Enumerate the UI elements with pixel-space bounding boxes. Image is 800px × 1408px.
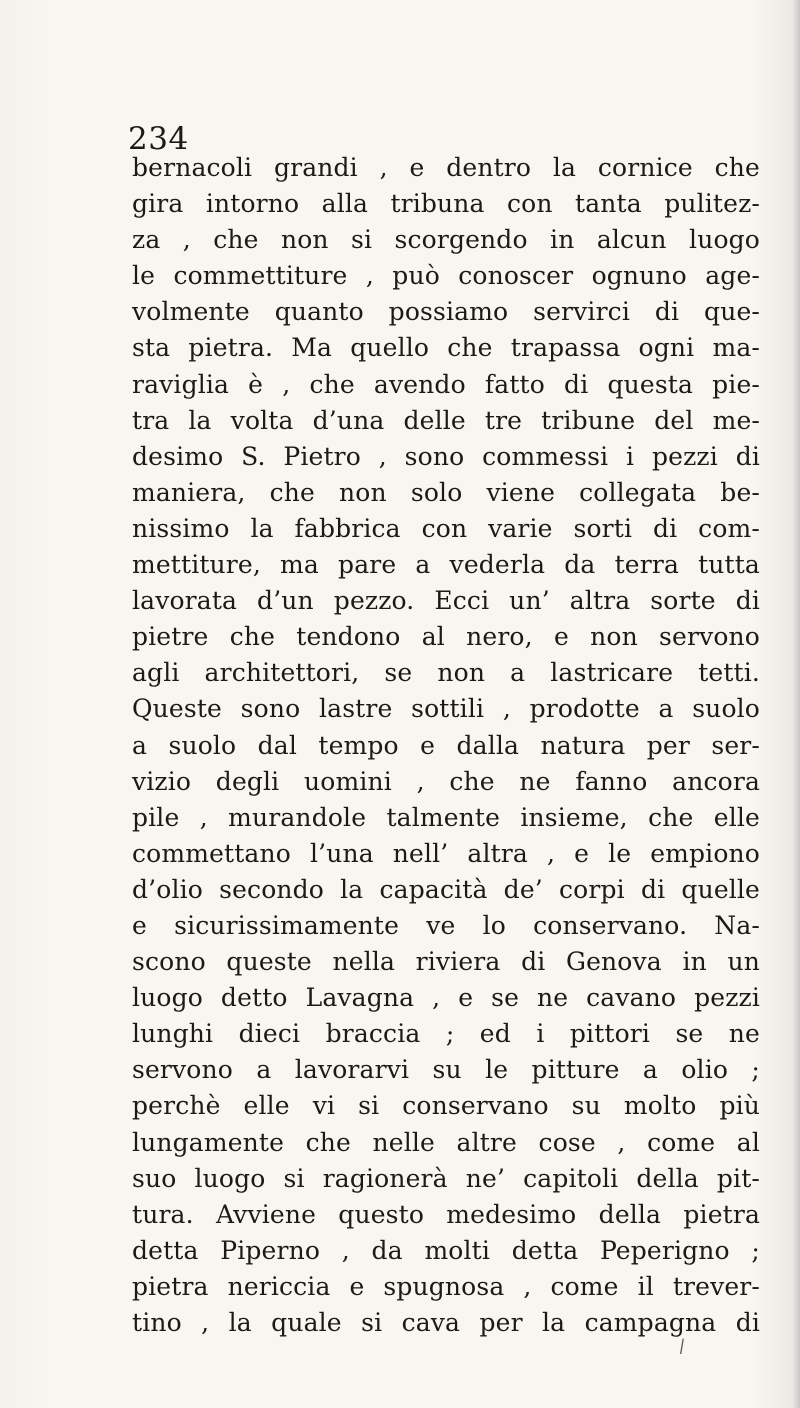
text-line: le commettiture , può conoscer ognuno age- [132, 261, 760, 291]
text-line: bernacoli grandi , e dentro la cornice che [132, 153, 760, 182]
text-line: volmente quanto possiamo servirci di que- [132, 297, 760, 327]
stray-mark: / [677, 1335, 687, 1358]
text-line: vizio degli uomini , che ne fanno ancora [132, 766, 760, 796]
text-line: tra la volta d’una delle tre tribune del me- [132, 405, 760, 435]
text-line: pietra nericcia e spugnosa , come il trever- [132, 1271, 760, 1301]
text-line: nissimo la fabbrica con varie sorti di com- [132, 513, 760, 543]
text-line: Queste sono lastre sottili , prodotte a suolo [132, 694, 760, 724]
text-line: desimo S. Pietro , sono commessi i pezzi di [132, 441, 760, 471]
page-number: 234 [128, 121, 189, 157]
text-line: perchè elle vi si conservano su molto più [132, 1091, 760, 1121]
text-line: mettiture, ma pare a vederla da terra tutta [132, 550, 760, 580]
text-line: commettano l’una nell’ altra , e le empiono [132, 838, 760, 868]
text-line: agli architettori, se non a lastricare tetti. [132, 658, 760, 688]
text-line: a suolo dal tempo e dalla natura per ser- [132, 730, 760, 760]
text-line: e sicurissimamente ve lo conservano. Na- [132, 910, 760, 940]
text-line: sta pietra. Ma quello che trapassa ogni ma- [132, 333, 760, 363]
text-line: lunghi dieci braccia ; ed i pittori se ne [132, 1019, 760, 1049]
text-line: suo luogo si ragionerà ne’ capitoli della pit- [132, 1163, 760, 1193]
page-edge-shadow [792, 0, 800, 1408]
text-line: d’olio secondo la capacità de’ corpi di quelle [132, 874, 760, 904]
body-text [132, 150, 760, 1341]
text-line: luogo detto Lavagna , e se ne cavano pezzi [132, 983, 760, 1013]
text-line: tura. Avviene questo medesimo della pietra [132, 1199, 760, 1229]
text-line: maniera, che non solo viene collegata be- [132, 477, 760, 507]
text-line: lungamente che nelle altre cose , come al [132, 1127, 760, 1157]
text-line: servono a lavorarvi su le pitture a olio ; [132, 1055, 760, 1085]
text-line: pile , murandole talmente insieme, che elle [132, 802, 760, 832]
text-line: gira intorno alla tribuna con tanta pulitez- [132, 189, 760, 219]
text-line: scono queste nella riviera di Genova in un [132, 947, 760, 977]
text-line: lavorata d’un pezzo. Ecci un’ altra sorte di [132, 586, 760, 616]
text-line: pietre che tendono al nero, e non servono [132, 622, 760, 652]
text-line: za , che non si scorgendo in alcun luogo [132, 225, 760, 255]
text-line: raviglia è , che avendo fatto di questa pie- [132, 369, 760, 399]
text-line: detta Piperno , da molti detta Peperigno ; [132, 1235, 760, 1265]
text-line: tino , la quale si cava per la campagna di [132, 1308, 760, 1337]
